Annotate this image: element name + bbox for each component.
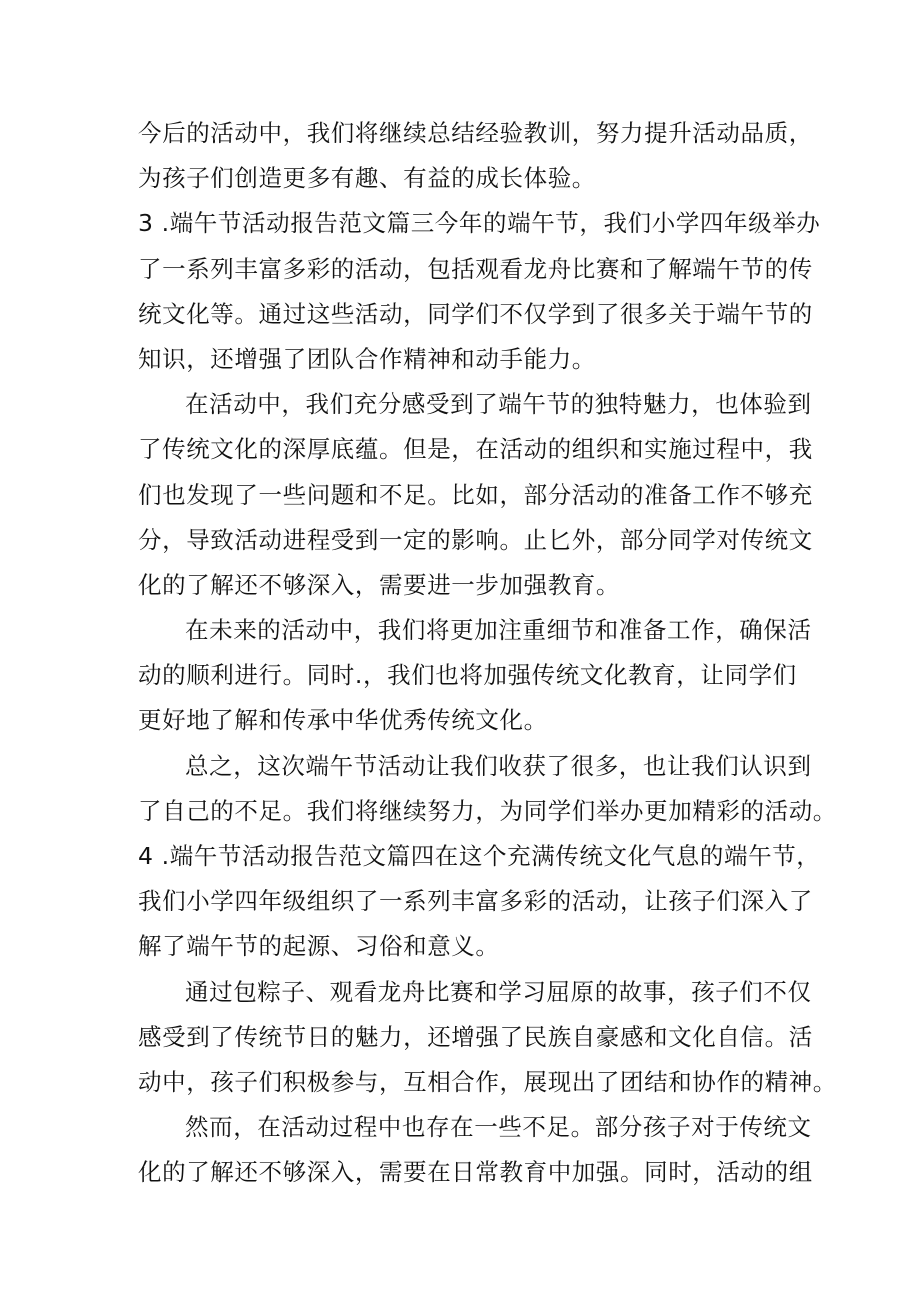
- paragraph-first-line: 总之，这次端午节活动让我们收获了很多，也让我们认识到: [185, 751, 812, 780]
- text-line: 化的了解还不够深入，需要在日常教育中加强。同时，活动的组: [138, 1158, 813, 1187]
- text-line: 更好地了解和传承中华优秀传统文化。: [138, 706, 548, 735]
- text-line: 化的了解还不够深入，需要进一步加强教育。: [138, 570, 620, 599]
- section-heading-line: 3 .端午节活动报告范文篇三今年的端午节，我们小学四年级举办: [138, 209, 821, 238]
- text-line: 感受到了传统节日的魅力，还增强了民族自豪感和文化自信。活: [138, 1022, 813, 1051]
- text-line: 们也发现了一些问题和不足。比如，部分活动的准备工作不够充: [138, 480, 813, 509]
- text-line: 为孩子们创造更多有趣、有益的成长体验。: [138, 164, 596, 193]
- text-line: 统文化等。通过这些活动，同学们不仅学到了很多关于端午节的: [138, 299, 813, 328]
- text-line: 动中，孩子们积极参与，互相合作，展现出了团结和协作的精神。: [138, 1067, 837, 1096]
- paragraph-first-line: 在活动中，我们充分感受到了端午节的独特魅力，也体验到: [185, 390, 812, 419]
- text-line: 了一系列丰富多彩的活动，包括观看龙舟比赛和了解端午节的传: [138, 254, 813, 283]
- text-line: 了自己的不足。我们将继续努力，为同学们举办更加精彩的活动。: [138, 796, 837, 825]
- text-line: 知识，还增强了团队合作精神和动手能力。: [138, 344, 596, 373]
- paragraph-first-line: 然而，在活动过程中也存在一些不足。部分孩子对于传统文: [185, 1113, 812, 1142]
- text-line: 我们小学四年级组织了一系列丰富多彩的活动，让孩子们深入了: [138, 887, 813, 916]
- text-line: 动的顺利进行。同时.，我们也将加强传统文化教育，让同学们: [138, 661, 797, 690]
- text-line: 了传统文化的深厚底蕴。但是，在活动的组织和实施过程中，我: [138, 435, 813, 464]
- document-body: [138, 111, 837, 1196]
- text-line: 解了端午节的起源、习俗和意义。: [138, 932, 500, 961]
- section-heading-line: 4 .端午节活动报告范文篇四在这个充满传统文化气息的端午节，: [138, 842, 821, 870]
- text-line: 今后的活动中，我们将继续总结经验教训，努力提升活动品质，: [138, 119, 813, 147]
- paragraph-first-line: 在未来的活动中，我们将更加注重细节和准备工作，确保活: [185, 616, 812, 645]
- text-line: 分，导致活动进程受到一定的影响。止匕外，部分同学对传统文: [138, 525, 813, 554]
- paragraph-first-line: 通过包粽子、观看龙舟比赛和学习屈原的故事，孩子们不仅: [185, 977, 812, 1006]
